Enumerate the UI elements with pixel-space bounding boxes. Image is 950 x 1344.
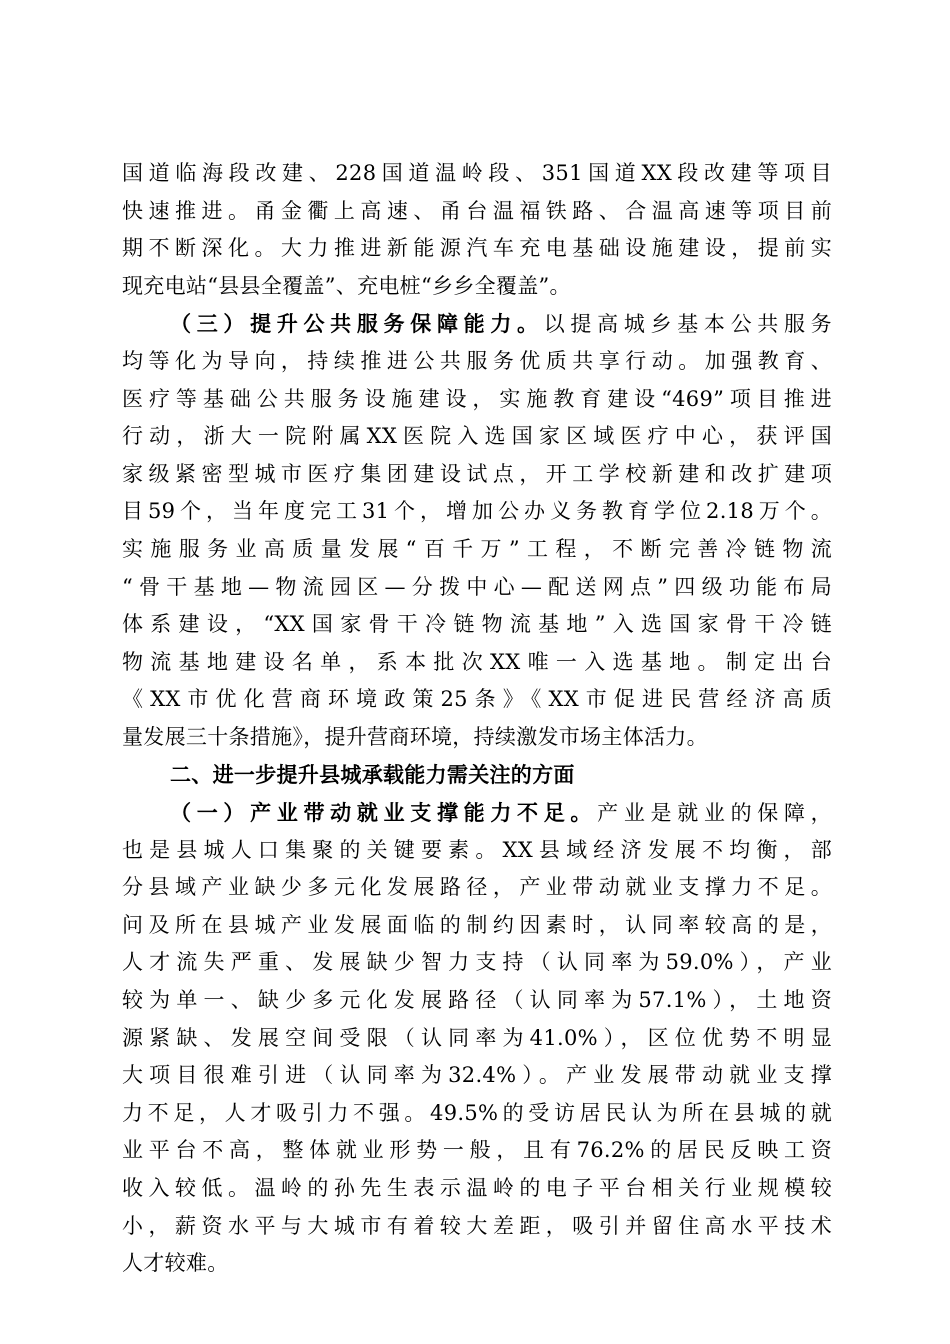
paragraph-line: 医疗等基础公共服务设施建设，实施教育建设“469”项目推进 <box>122 386 832 411</box>
paragraph-line: 收入较低。温岭的孙先生表示温岭的电子平台相关行业规模较 <box>122 1176 832 1201</box>
paragraph-line: 量发展三十条措施》，提升营商环境，持续激发市场主体活力。 <box>122 724 708 749</box>
paragraph-text: 产业是就业的保障， <box>597 801 832 826</box>
paragraph-first-line <box>122 305 832 343</box>
paragraph-line: 快速推进。甬金衢上高速、甬台温福铁路、合温高速等项目前 <box>122 198 832 223</box>
paragraph-line: 大项目很难引进（认同率为32.4%）。产业发展带动就业支撑 <box>122 1063 832 1088</box>
paragraph-line: 较为单一、缺少多元化发展路径（认同率为57.1%），土地资 <box>122 988 832 1013</box>
paragraph-line: 均等化为导向，持续推进公共服务优质共享行动。加强教育、 <box>122 348 832 373</box>
paragraph-line: 《XX市优化营商环境政策25条》《XX市促进民营经济高质 <box>122 687 832 712</box>
paragraph-line: 人才流失严重、发展缺少智力支持（认同率为59.0%），产业 <box>122 950 832 975</box>
paragraph-line: 力不足，人才吸引力不强。49.5%的受访居民认为所在县城的就 <box>122 1100 832 1125</box>
paragraph-line: “骨干基地—物流园区—分拨中心—配送网点”四级功能布局 <box>122 574 832 599</box>
subsection-heading: （一）产业带动就业支撑能力不足。 <box>170 800 598 826</box>
paragraph-line: 实施服务业高质量发展“百千万”工程，不断完善冷链物流 <box>122 536 832 561</box>
paragraph-line: 分县域产业缺少多元化发展路径，产业带动就业支撑力不足。 <box>122 875 832 900</box>
paragraph-line: 家级紧密型城市医疗集团建设试点，开工学校新建和改扩建项 <box>122 461 832 486</box>
paragraph-line: 也是县城人口集聚的关键要素。XX县域经济发展不均衡，部 <box>122 837 832 862</box>
paragraph-line: 目59个，当年度完工31个，增加公办义务教育学位2.18万个。 <box>122 499 832 524</box>
paragraph-line: 行动，浙大一院附属XX医院入选国家区域医疗中心，获评国 <box>122 424 832 449</box>
paragraph-line: 物流基地建设名单，系本批次XX唯一入选基地。制定出台 <box>122 649 832 674</box>
paragraph-line: 国道临海段改建、228国道温岭段、351国道XX段改建等项目 <box>122 161 832 185</box>
paragraph-line: 业平台不高，整体就业形势一般，且有76.2%的居民反映工资 <box>122 1138 832 1163</box>
paragraph-line: 问及所在县城产业发展面临的制约因素时，认同率较高的是， <box>122 912 832 937</box>
paragraph-line: 人才较难。 <box>122 1251 229 1276</box>
paragraph-line: 体系建设，“XX国家骨干冷链物流基地”入选国家骨干冷链 <box>122 612 832 637</box>
paragraph-line: 现充电站“县县全覆盖”、充电桩“乡乡全覆盖”。 <box>122 273 571 298</box>
paragraph-line: 小，薪资水平与大城市有着较大差距，吸引并留住高水平技术 <box>122 1213 832 1238</box>
paragraph-text: 以提高城乡基本公共服务 <box>543 312 832 337</box>
paragraph-line: 期不断深化。大力推进新能源汽车充电基础设施建设，提前实 <box>122 236 832 261</box>
section-heading: 二、进一步提升县城承载能力需关注的方面 <box>170 762 575 787</box>
paragraph-first-line <box>122 794 832 832</box>
document-body <box>122 155 832 1283</box>
subsection-heading: （三）提升公共服务保障能力。 <box>170 311 544 337</box>
paragraph-line: 源紧缺、发展空间受限（认同率为41.0%），区位优势不明显 <box>122 1025 832 1050</box>
